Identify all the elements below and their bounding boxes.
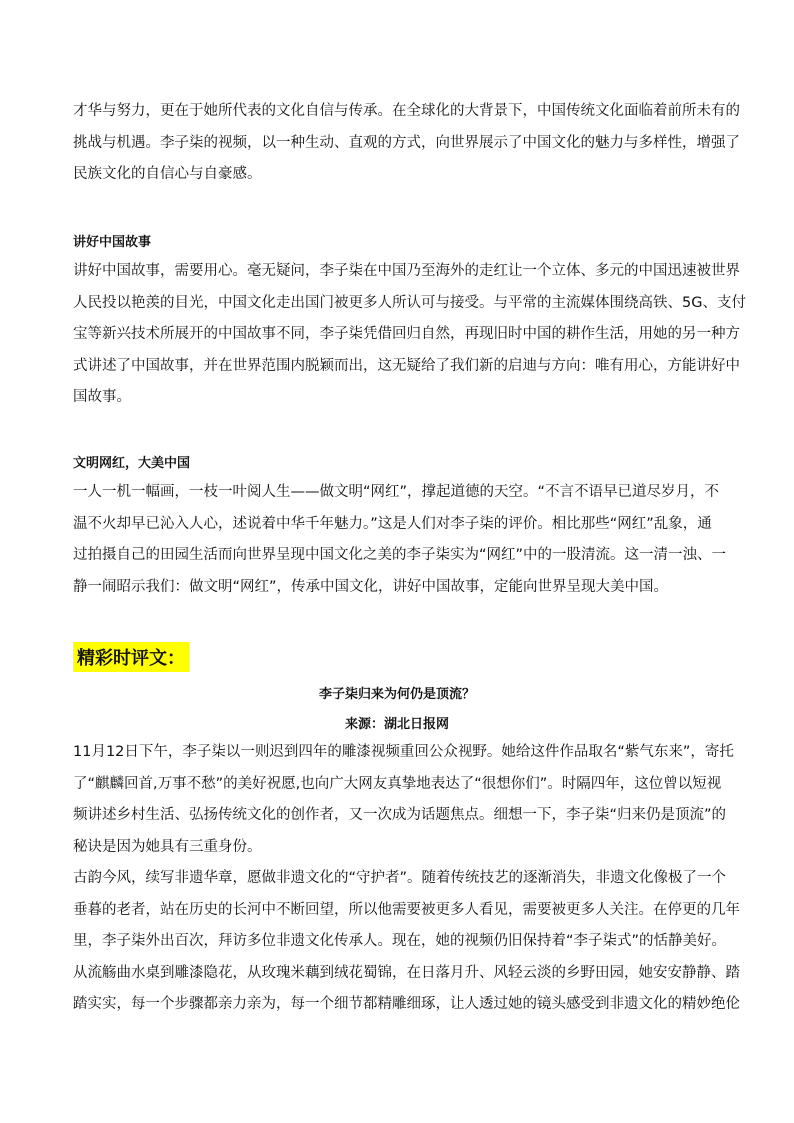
paragraph-line: 古韵今风，续写非遗华章，愿做非遗文化的“守护者”。随着传统技艺的逐渐消失，非遗文化像极了一个 <box>73 870 727 886</box>
section-paragraph-tell-china-story <box>73 256 746 414</box>
paragraph-line: 里，李子柒外出百次，拜访多位非遗文化传承人。现在，她的视频仍旧保持着“李子柒式”的恬静美好。 <box>73 933 727 949</box>
article-title: 李子柒归来为何仍是顶流？ <box>318 687 475 702</box>
paragraph-line: 从流觞曲水桌到雕漆隐花，从玫瑰米藕到绒花蜀锦，在日落月升、风轻云淡的乡野田园，她安安静静、踏 <box>73 964 740 981</box>
paragraph-line: 才华与努力，更在于她所代表的文化自信与传承。在全球化的大背景下，中国传统文化面临着前所未有的 <box>73 103 740 119</box>
section-paragraph-civilized-influencer <box>73 477 727 603</box>
paragraph-line: 11月12日下午，李子柒以一则迟到四年的雕漆视频重回公众视野。她给这件作品取名“紫气东来”，寄托 <box>73 744 734 760</box>
section-heading-civilized-influencer: 文明网红，大美中国 <box>73 456 191 471</box>
article-paragraph-2 <box>73 863 740 1021</box>
paragraph-line: 秘诀是因为她具有三重身份。 <box>73 838 262 855</box>
paragraph-line: 踏实实，每一个步骤都亲力亲为，每一个细节都精雕细琢，让人透过她的镜头感受到非遗文化的精妙绝伦 <box>73 996 740 1012</box>
article-paragraph-1 <box>73 737 734 863</box>
intro-paragraph <box>73 96 740 191</box>
section-heading-tell-china-story: 讲好中国故事 <box>73 235 152 250</box>
paragraph-line: 了“麒麟回首,万事不愁”的美好祝愿,也向广大网友真挚地表达了“很想你们”。时隔四年，这位曾以短视 <box>73 775 722 792</box>
paragraph-line: 一人一机一幅画，一枝一叶阅人生——做文明“网红”，撑起道德的天空。“不言不语早已道尽岁月，不 <box>73 484 720 500</box>
paragraph-line: 国故事。 <box>73 389 131 405</box>
paragraph-line: 讲好中国故事，需要用心。毫无疑问，李子柒在中国乃至海外的走红让一个立体、多元的中国迅速被世界 <box>73 263 740 279</box>
paragraph-line: 垂暮的老者，站在历史的长河中不断回望，所以他需要被更多人看见，需要被更多人关注。在停更的几年 <box>73 901 740 918</box>
paragraph-line: 挑战与机遇。李子柒的视频，以一种生动、直观的方式，向世界展示了中国文化的魅力与多样性，增强了 <box>73 134 740 151</box>
paragraph-line: 频讲述乡村生活、弘扬传统文化的创作者，又一次成为话题焦点。细想一下，李子柒“归来仍是顶流”的 <box>73 807 727 823</box>
paragraph-line: 宝等新兴技术所展开的中国故事不同，李子柒凭借回归自然，再现旧时中国的耕作生活，用她的另一种方 <box>73 326 740 342</box>
paragraph-line: 静一闹昭示我们：做文明“网红”，传承中国文化，讲好中国故事，定能向世界呈现大美中国。 <box>73 578 669 595</box>
article-source: 来源：湖北日报网 <box>344 717 449 732</box>
paragraph-line: 民族文化的自信心与自豪感。 <box>73 166 262 182</box>
paragraph-line: 式讲述了中国故事，并在世界范围内脱颖而出，这无疑给了我们新的启迪与方向：唯有用心，方能讲好中 <box>73 357 740 374</box>
paragraph-line: 温不火却早已沁入人心，述说着中华千年魅力。”这是人们对李子柒的评价。相比那些“网红”乱象，通 <box>73 515 712 532</box>
highlight-section-label: 精彩时评文： <box>73 642 189 672</box>
paragraph-line: 人民投以艳羡的目光，中国文化走出国门被更多人所认可与接受。与平常的主流媒体围绕高铁、5G、支付 <box>73 294 746 311</box>
paragraph-line: 过拍摄自己的田园生活而向世界呈现中国文化之美的李子柒实为“网红”中的一股清流。这一清一浊、一 <box>73 547 727 563</box>
